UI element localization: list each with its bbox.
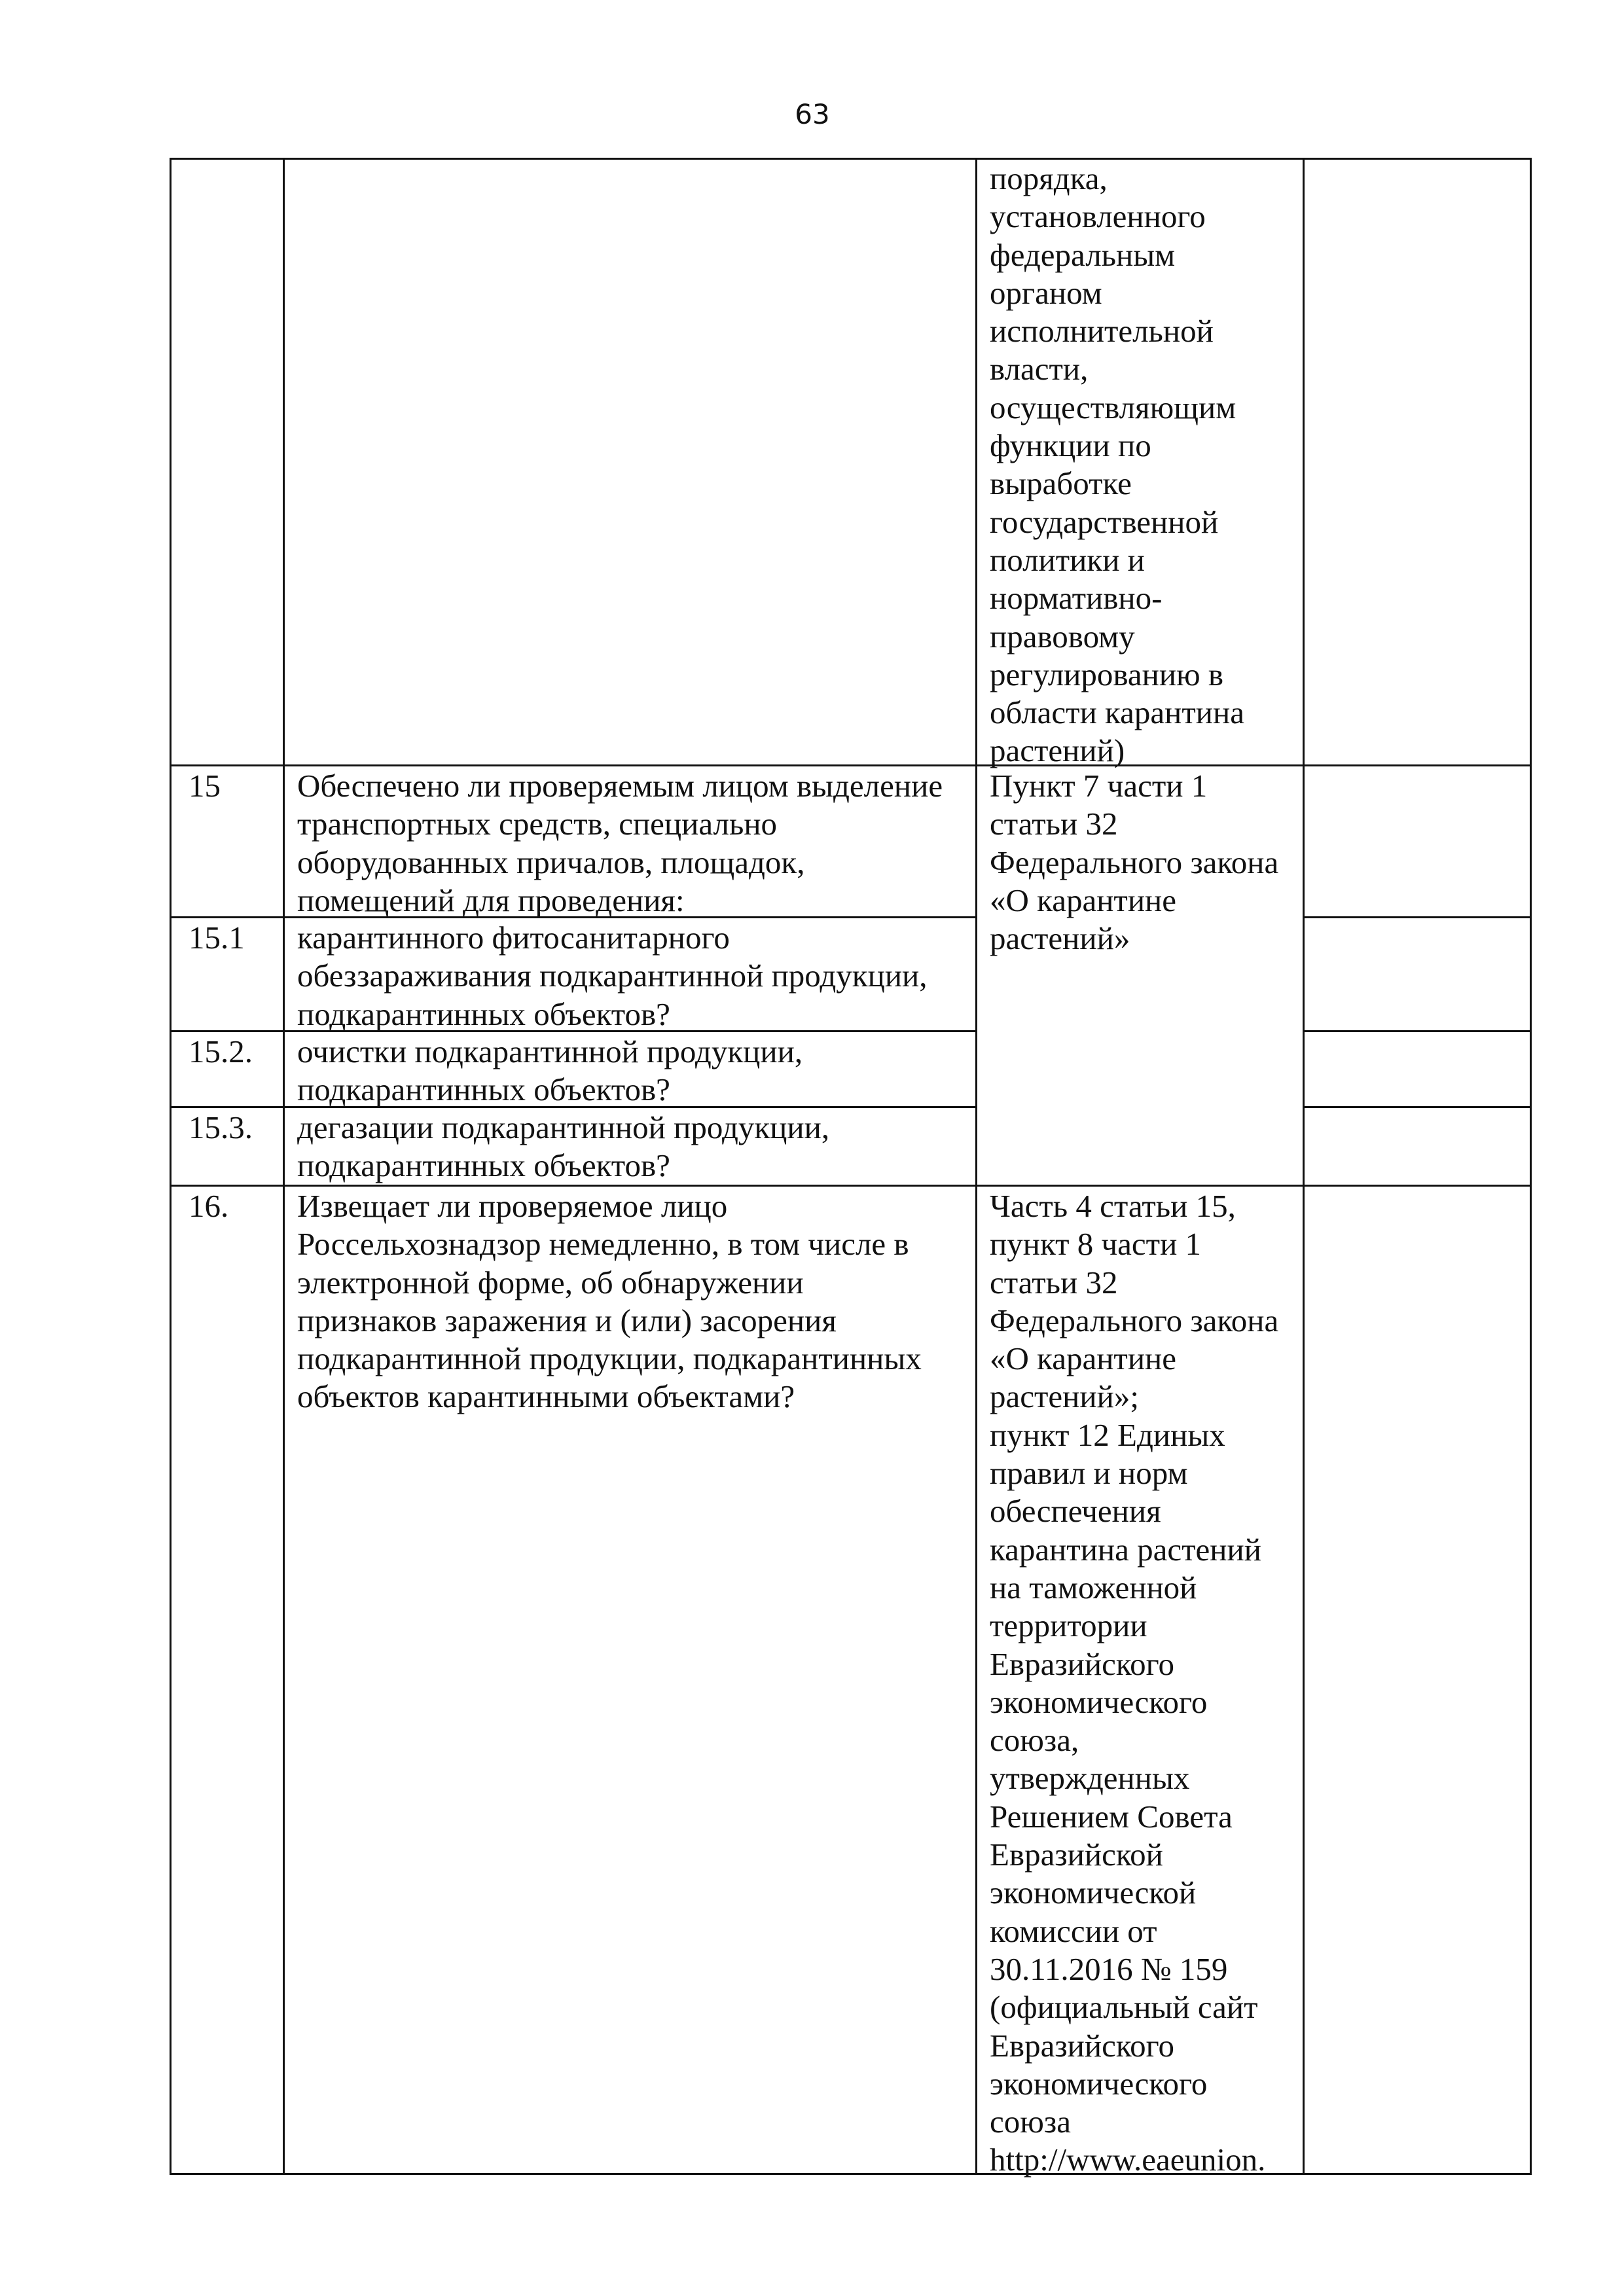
row-15-1-number: 15.1: [189, 920, 245, 956]
row-15-source: Пункт 7 части 1 статьи 32 Федерального закона «О карантине растений»: [990, 768, 1279, 957]
row-15-number: 15: [189, 768, 221, 804]
row-15-2-question: очистки подкарантинной продукции, подкарантинных объектов?: [297, 1033, 803, 1108]
row-divider-14-15: [170, 764, 1532, 766]
row-divider-15-2-15-3-right: [1303, 1106, 1532, 1108]
table-border-bottom: [170, 2173, 1532, 2175]
row-15-1-question: карантинного фитосанитарного обеззараживания подкарантинной продукции, подкарантинных объектов?: [297, 920, 928, 1032]
row-15-question: Обеспечено ли проверяемым лицом выделение транспортных средств, специально оборудованных причалов, площадок, помещений для проведения:: [297, 768, 943, 918]
column-divider-question: [975, 158, 977, 2175]
row-16-number: 16.: [189, 1188, 229, 1224]
row-divider-15-15-1-right: [1303, 916, 1532, 918]
table-border-right: [1530, 158, 1532, 2175]
continuation-source-cell: порядка, установленного федеральным органом исполнительной власти, осуществляющим функции по выработке государственной политики и нормативно- правовому регулированию в области карантина растений): [990, 160, 1244, 769]
row-15-2-number: 15.2.: [189, 1033, 253, 1069]
column-divider-number: [283, 158, 285, 2175]
table-border-left: [170, 158, 171, 2175]
row-16-source: Часть 4 статьи 15, пункт 8 части 1 статьи 32 Федерального закона «О карантине растений»; пункт 12 Единых правил и норм обеспечения карантина растений на таможенной территории Евразийского экономического союза, утвержденных Решением Совета Евразийской экономической комиссии от 30.11.2016 № 159 (официальный сайт Евразийского экономического союза http://www.eaeunion.: [990, 1188, 1279, 2178]
page-number: 63: [795, 98, 830, 130]
row-15-3-question: дегазации подкарантинной продукции, подкарантинных объектов?: [297, 1109, 830, 1184]
row-divider-15-1-15-2-right: [1303, 1030, 1532, 1032]
row-15-3-number: 15.3.: [189, 1109, 253, 1145]
table-border-top: [170, 158, 1532, 160]
column-divider-source: [1303, 158, 1305, 2175]
row-16-question: Извещает ли проверяемое лицо Россельхознадзор немедленно, в том числе в электронной форме, об обнаружении признаков заражения и (или) засорения подкарантинной продукции, подкарантинных объектов карантинными объектами?: [297, 1188, 922, 1415]
